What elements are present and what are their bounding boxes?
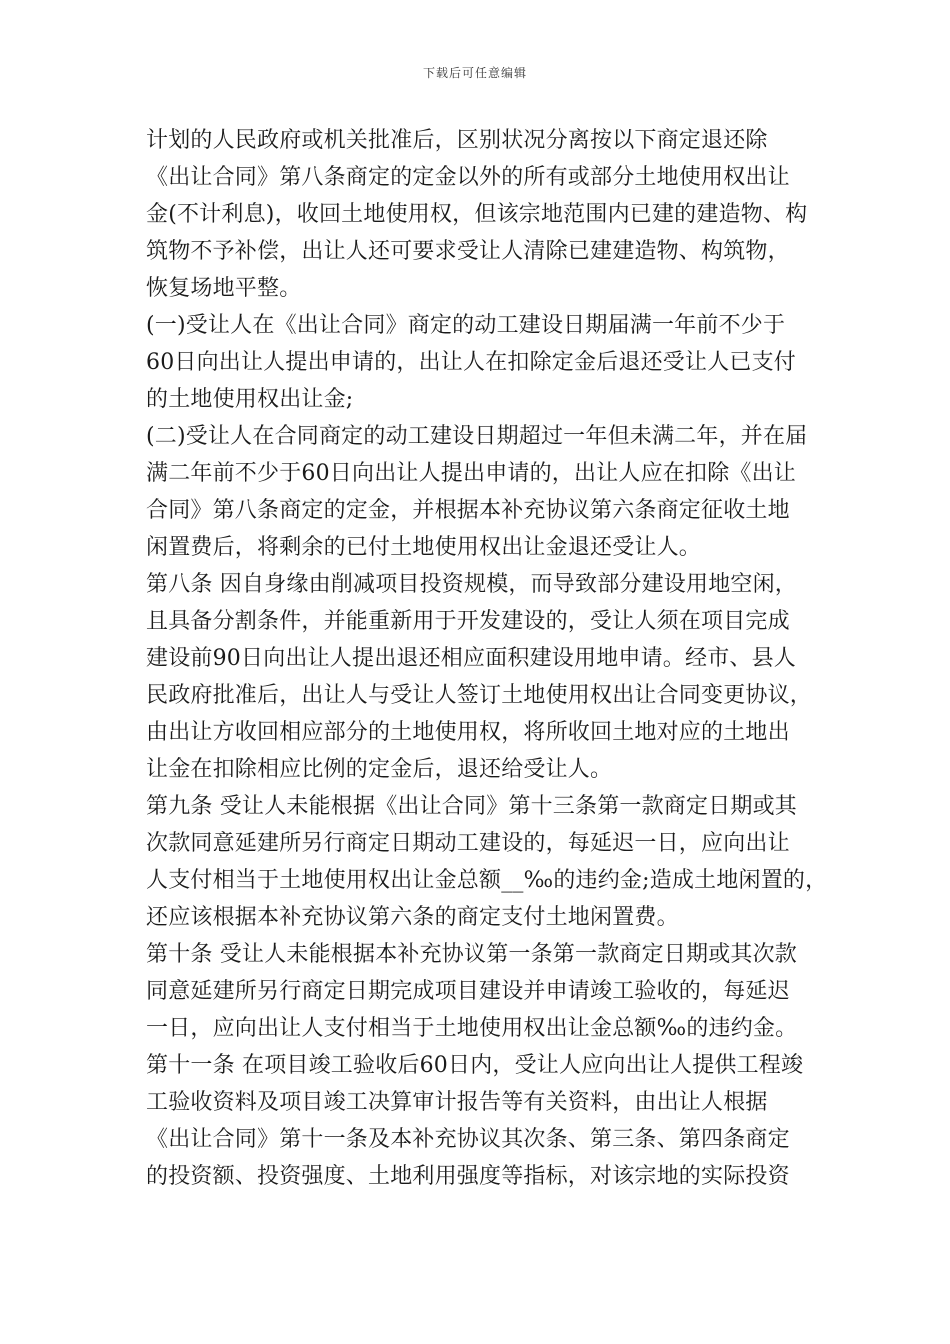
text-line: 民政府批准后，出让人与受让人签订土地使用权出让合同变更协议， [146, 683, 813, 708]
text-line: 恢复场地平整。 [146, 276, 302, 301]
text-line: 计划的人民政府或机关批准后，区别状况分离按以下商定退还除 [146, 128, 768, 153]
text-line: 《出让合同》第八条商定的定金以外的所有或部分土地使用权出让 [146, 165, 790, 190]
text-line: 满二年前不少于60日向出让人提出申请的，出让人应在扣除《出让 [146, 461, 796, 486]
text-line: (二)受让人在合同商定的动工建设日期超过一年但未满二年，并在届 [146, 424, 808, 449]
text-line: 由出让方收回相应部分的土地使用权，将所收回土地对应的土地出 [146, 720, 790, 745]
text-line: 合同》第八条商定的定金，并根据本补充协议第六条商定征收土地 [146, 498, 790, 523]
text-line: 的土地使用权出让金; [146, 387, 354, 412]
page-header: 下载后可任意编辑 [422, 66, 527, 80]
text-line: 第十一条 在项目竣工验收后60日内，受让人应向出让人提供工程竣 [146, 1053, 804, 1078]
text-line: 还应该根据本补充协议第六条的商定支付土地闲置费。 [146, 905, 679, 930]
text-line: 让金在扣除相应比例的定金后，退还给受让人。 [146, 757, 613, 782]
text-line: 次款同意延建所另行商定日期动工建设的，每延迟一日，应向出让 [146, 831, 790, 856]
text-line: 金(不计利息)，收回土地使用权，但该宗地范围内已建的建造物、构 [146, 202, 808, 227]
document-body [146, 122, 828, 1195]
text-line: 闲置费后，将剩余的已付土地使用权出让金退还受让人。 [146, 535, 702, 560]
text-line: 且具备分割条件，并能重新用于开发建设的，受让人须在项目完成 [146, 609, 790, 634]
text-line: 第十条 受让人未能根据本补充协议第一条第一款商定日期或其次款 [146, 942, 797, 967]
text-line: 的投资额、投资强度、土地利用强度等指标，对该宗地的实际投资 [146, 1164, 790, 1189]
text-line: 工验收资料及项目竣工决算审计报告等有关资料，由出让人根据 [146, 1090, 768, 1115]
text-line: 建设前90日向出让人提出退还相应面积建设用地申请。经市、县人 [146, 646, 796, 671]
text-line: 人支付相当于土地使用权出让金总额__‰的违约金;造成土地闲置的， [146, 868, 828, 893]
text-line: 同意延建所另行商定日期完成项目建设并申请竣工验收的，每延迟 [146, 979, 790, 1004]
text-line: 第八条 因自身缘由削减项目投资规模，而导致部分建设用地空闲， [146, 572, 797, 597]
text-line: 第九条 受让人未能根据《出让合同》第十三条第一款商定日期或其 [146, 794, 797, 819]
text-line: 《出让合同》第十一条及本补充协议其次条、第三条、第四条商定 [146, 1127, 790, 1152]
text-line: 筑物不予补偿，出让人还可要求受让人清除已建建造物、构筑物， [146, 239, 790, 264]
text-line: 一日，应向出让人支付相当于土地使用权出让金总额‰的违约金。 [146, 1016, 798, 1041]
text-line: (一)受让人在《出让合同》商定的动工建设日期届满一年前不少于 [146, 313, 786, 338]
text-line: 60日向出让人提出申请的，出让人在扣除定金后退还受让人已支付 [146, 350, 796, 375]
